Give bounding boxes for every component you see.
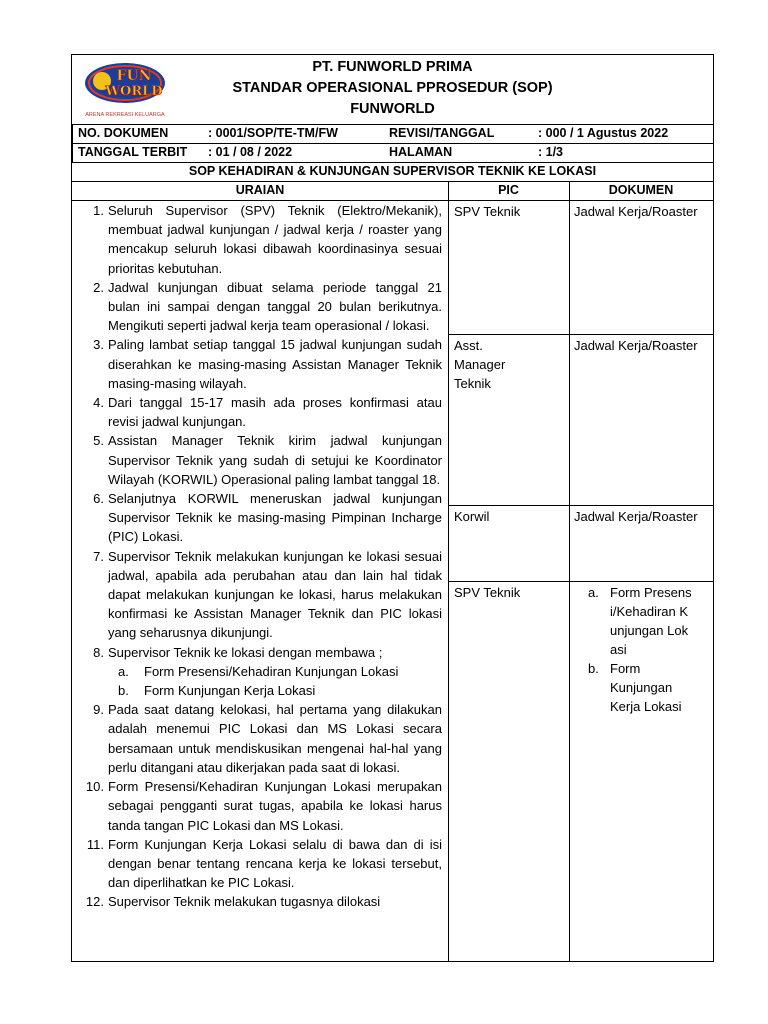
- row-divider: [448, 581, 713, 582]
- dokumen-row-4: [574, 583, 710, 716]
- meta-row-1: [72, 124, 713, 144]
- company-header: [72, 57, 713, 120]
- halaman-label: HALAMAN: [389, 145, 453, 159]
- list-item: 2. Jadwal kunjungan dibuat selama periode tanggal 21 bulan ini sampai dengan tanggal 20 bulan berikutnya. Mengikuti seperti jadwal kerja team operasional / lokasi.: [93, 279, 442, 334]
- dokumen-row-1: Jadwal Kerja/Roaster: [574, 204, 698, 219]
- dokumen-list-item: b. Form Kunjungan Kerja Lokasi: [588, 661, 682, 714]
- list-item: 3. Paling lambat setiap tanggal 15 jadwal kunjungan sudah diserahkan ke masing-masing Assistan Manager Teknik masing-masing wilayah.: [93, 337, 442, 391]
- svg-text:FUN: FUN: [116, 68, 152, 84]
- meta-border: [72, 124, 73, 162]
- column-header-dokumen: DOKUMEN: [569, 181, 713, 201]
- list-item: 10. Form Presensi/Kehadiran Kunjungan Lokasi merupakan sebagai pengganti surat tugas, apabila ke lokasi harus tanda tangan PIC Lokasi dan MS Lokasi.: [85, 779, 442, 833]
- tanggal-terbit-label: TANGGAL TERBIT: [78, 145, 188, 159]
- list-item: 7. Supervisor Teknik melakukan kunjungan ke lokasi sesuai jadwal, apabila ada perubahan atau dan lain hal tidak dapat melakukan kunjungan ke lokasi, harus melakukan konfirmasi ke Assistan Manager Teknik dan PIC lokasi yang seharusnya dikunjungi.: [93, 548, 442, 641]
- brand-name: FUNWORLD: [350, 101, 435, 117]
- sub-item: b. Form Kunjungan Kerja Lokasi: [118, 683, 316, 699]
- svg-text:ARENA REKREASI KELUARGA: ARENA REKREASI KELUARGA: [85, 112, 165, 118]
- list-item: 5. Assistan Manager Teknik kirim jadwal kunjungan Supervisor Teknik yang sudah di setujui ke Koordinator Wilayah (KORWIL) Operasional paling lambat tanggal 18.: [93, 433, 442, 487]
- revisi-label: REVISI/TANGGAL: [389, 126, 495, 140]
- pic-row-2-text: Asst. Manager Teknik: [454, 338, 506, 391]
- halaman-value: : 1/3: [538, 145, 564, 159]
- list-item: 4. Dari tanggal 15-17 masih ada proses konfirmasi atau revisi jadwal kunjungan.: [93, 395, 442, 430]
- column-divider: [569, 181, 570, 962]
- list-item: 9. Pada saat datang kelokasi, hal pertama yang dilakukan adalah menemui PIC Lokasi dan MS Lokasi secara bersamaan untuk mendiskusikan mengenai hal-hal yang perlu ditangani atau dikerjakan pada saat di lokasi.: [93, 702, 442, 775]
- list-item: 12. Supervisor Teknik melakukan tugasnya dilokasi: [85, 894, 381, 910]
- list-item: 1. Seluruh Supervisor (SPV) Teknik (Elektro/Mekanik), membuat jadwal kunjungan / jadwal kerja / roaster yang mencakup seluruh lokasi dibawah koordinasinya sesuai prioritas kebutuhan.: [93, 203, 442, 276]
- list-item: 11. Form Kunjungan Kerja Lokasi selalu di bawa dan di isi dengan benar tentang rencana kerja ke lokasi tersebut, dan diperlihatkan ke PIC Lokasi.: [86, 836, 442, 891]
- row-divider: [448, 334, 713, 335]
- dokumen-list-item: a. Form Presensi/Kehadiran Kunjungan Lokasi: [588, 585, 692, 657]
- section-title: SOP KEHADIRAN & KUNJUNGAN SUPERVISOR TEKNIK KE LOKASI: [72, 162, 713, 182]
- document-header: [72, 55, 713, 125]
- company-name: PT. FUNWORLD PRIMA: [312, 59, 473, 75]
- tanggal-terbit-value: : 01 / 08 / 2022: [208, 145, 293, 159]
- document-type: STANDAR OPERASIONAL PPROSEDUR (SOP): [232, 80, 553, 96]
- no-dokumen-value: : 0001/SOP/TE-TM/FW: [208, 126, 338, 140]
- dokumen-row-2: Jadwal Kerja/Roaster: [574, 338, 698, 353]
- meta-row-2: [72, 143, 713, 163]
- dokumen-row-3: Jadwal Kerja/Roaster: [574, 509, 698, 524]
- pic-row-1: SPV Teknik: [454, 204, 521, 219]
- uraian-list: [72, 201, 448, 912]
- pic-row-4: SPV Teknik: [454, 585, 521, 600]
- column-header-pic: PIC: [448, 181, 569, 201]
- pic-row-3: Korwil: [454, 509, 490, 524]
- column-divider: [448, 181, 449, 962]
- svg-text:WORLD: WORLD: [105, 84, 163, 99]
- sop-document: [71, 54, 714, 962]
- pic-row-2: [454, 336, 562, 393]
- no-dokumen-label: NO. DOKUMEN: [78, 126, 169, 140]
- list-item: 8. Supervisor Teknik ke lokasi dengan membawa ; a. Form Presensi/Kehadiran Kunjungan Lokasi b. Form Kunjungan Kerja Lokasi: [72, 643, 448, 701]
- row-divider: [448, 505, 713, 506]
- list-item: 6. Selanjutnya KORWIL meneruskan jadwal kunjungan Supervisor Teknik ke masing-masing Pimpinan Incharge (PIC) Lokasi.: [93, 491, 442, 545]
- sub-item: a. Form Presensi/Kehadiran Kunjungan Lokasi: [118, 663, 399, 679]
- revisi-value: : 000 / 1 Agustus 2022: [538, 126, 669, 140]
- column-header-uraian: URAIAN: [72, 181, 448, 201]
